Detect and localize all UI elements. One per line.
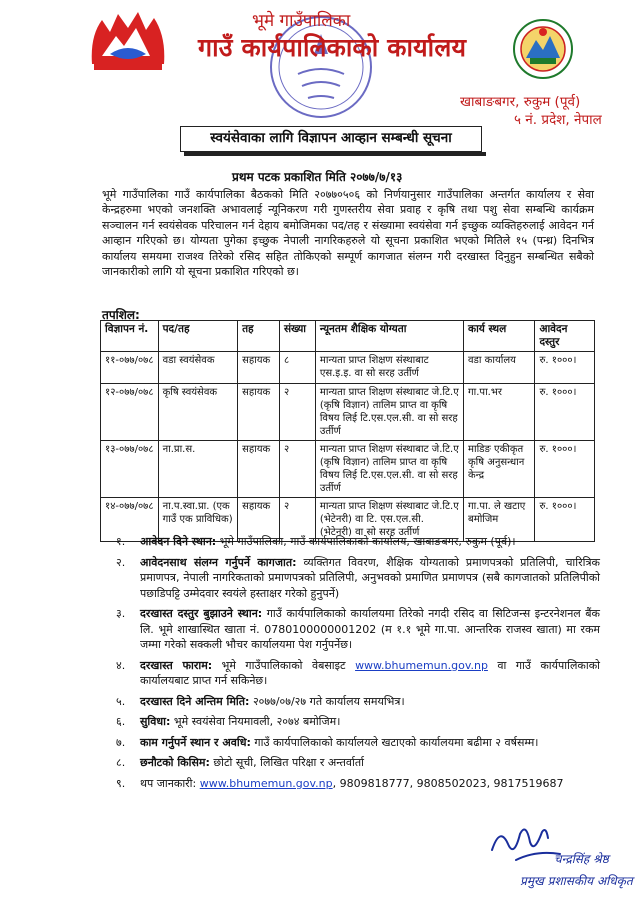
cell-workplace: माडिङ एकीकृत कृषि अनुसन्धान केन्द्र — [464, 441, 535, 498]
item-label: आवेदन दिने स्थान: — [140, 535, 217, 548]
col-header-post: पद/तह — [158, 321, 237, 352]
item-label: सुविधा: — [140, 715, 171, 728]
item-text: भूमे गाउँपालिका, गाउँ कार्यपालिकाको कार्यालय, खाबाङबगर, रुकुम (पूर्व)। — [219, 535, 516, 548]
cell-workplace: गा.पा. ले खटाए बमोजिम — [464, 498, 535, 542]
signatory-name: चन्द्रसिंह श्रेष्ठ — [554, 852, 609, 866]
cell-post: वडा स्वयंसेवक — [158, 352, 237, 384]
nepal-emblem-logo — [88, 6, 168, 74]
list-item — [102, 555, 600, 602]
cell-count: ८ — [279, 352, 315, 384]
cell-post: कृषि स्वयंसेवक — [158, 384, 237, 441]
cell-fee: रु. १०००। — [535, 352, 595, 384]
list-item — [102, 735, 600, 751]
col-header-fee: आवेदन दस्तुर — [535, 321, 595, 352]
cell-ad-number: १४-०७७/०७८ — [101, 498, 159, 542]
list-item — [102, 534, 600, 550]
cell-fee: रु. १०००। — [535, 384, 595, 441]
item-number: ६. — [116, 715, 126, 728]
list-item — [102, 694, 600, 710]
item-text: थप जानकारी: — [140, 776, 197, 790]
table-row — [101, 352, 595, 384]
table-row — [101, 441, 595, 498]
cell-ad-number: १३-०७७/०७८ — [101, 441, 159, 498]
item-text: २०७७/०७/२७ गते कार्यालय समयभित्र। — [252, 694, 405, 708]
item-text: वा गाउँ कार्यपालिकाको कार्यालयबाट प्राप्त गर्न सकिनेछ। — [140, 658, 601, 687]
cell-post: ना.प्रा.स. — [158, 441, 237, 498]
col-header-count: संख्या — [279, 321, 315, 352]
item-number: ८. — [116, 756, 126, 769]
office-address-line2: ५ नं. प्रदेश, नेपाल — [514, 112, 602, 128]
col-header-workplace: कार्य स्थल — [464, 321, 535, 352]
item-number: ७. — [116, 735, 126, 749]
notice-items — [102, 534, 600, 796]
cell-post: ना.प.स्वा.प्रा. (एक गाउँ एक प्राविधिक) — [158, 498, 237, 542]
item-text: गाउँ कार्यपालिकाको कार्यालयमा तिरेको नगदी रसिद वा सिटिजन्स इन्टरनेशनल बैंक लि. भूमे शाखास्थित खाता नं. 0780100000001202 (म १.१ भूमे गा.पा. आन्तरिक राजस्व खाता) मा रकम जम्मा गरेको सक्कली भौचर कार्यालयमा पेश गर्नुपर्नेछ। — [140, 607, 601, 651]
list-item — [102, 606, 600, 653]
notice-body: भूमे गाउँपालिका गाउँ कार्यपालिका बैठकको मिति २०७७०५०६ को निर्णयानुसार गाउँपालिका अन्तर्गत कार्यालय र सेवा केन्द्रहरुमा भएको जनशक्ति अभावलाई न्यूनिकरण गरी गुणस्तरीय सेवा प्रवाह र कृषि तथा पशु सेवा सम्बन्धि कार्यक्रम सञ्चालन गर्न स्वयंसेवक परिचालन गर्न देहाय बमोजिमका पद/तह र संख्यामा स्वयंसेवा गर्न इच्छुक व्यक्तिहरुलाई आवेदन गर्न आव्हान गरिएको छ। योग्यता पुगेका इच्छुक नेपाली नागरिकहरुले यो सूचना प्रकाशित भएको मितिले १५ (पन्ध्र) दिनभित्र कार्यालय समयमा राजश्व तिरेको रसिद सहित तोकिएको सम्पूर्ण कागजात संलग्न गरी दरखास्त दिनुहुन सम्बन्धित सबैको जानकारीको लागि यो सूचना प्रकाशित गरिएको छ। — [102, 188, 594, 279]
list-item — [102, 658, 600, 689]
item-label: दरखास्त दस्तुर बुझाउने स्थान: — [140, 607, 263, 620]
cell-count: २ — [279, 441, 315, 498]
col-header-qualification: न्यूनतम शैक्षिक योग्यता — [315, 321, 463, 352]
municipality-name: भूमे गाउँपालिका — [252, 11, 351, 31]
list-item — [102, 755, 600, 771]
cell-fee: रु. १०००। — [535, 441, 595, 498]
cell-qualification: मान्यता प्राप्त शिक्षण संस्थाबाट जे.टि.ए (कृषि विज्ञान) तालिम प्राप्त वा कृषि विषय लिई टि.एस.एल.सी. वा सो सरह उर्तीर्ण — [315, 384, 463, 441]
col-header-level: तह — [238, 321, 280, 352]
item-number: १. — [116, 535, 126, 548]
cell-qualification: मान्यता प्राप्त शिक्षण संस्थाबाट जे.टि.ए (भेटेनरी) वा टि. एस.एल.सी. (भेटेनरी) वा सो सरह उर्तीर्ण — [315, 498, 463, 542]
website-link[interactable]: www.bhumemun.gov.np — [199, 776, 333, 790]
cell-count: २ — [279, 498, 315, 542]
notice-title: स्वयंसेवाका लागि विज्ञापन आव्हान सम्बन्धी सूचना — [180, 126, 482, 152]
cell-count: २ — [279, 384, 315, 441]
municipality-logo — [512, 18, 574, 80]
table-header-row — [101, 321, 595, 352]
item-text: भूमे स्वयंसेवा नियमावली, २०७४ बमोजिम। — [173, 715, 341, 728]
item-text: छोटो सूची, लिखित परिक्षा र अन्तर्वार्ता — [213, 756, 365, 769]
cell-ad-number: १२-०७७/०७८ — [101, 384, 159, 441]
item-label: दरखास्त दिने अन्तिम मिति: — [140, 694, 250, 708]
table-row — [101, 384, 595, 441]
item-number: २. — [116, 555, 126, 569]
col-header-ad-number: विज्ञापन नं. — [101, 321, 159, 352]
publication-date: प्रथम पटक प्रकाशित मिति २०७७/७/१३ — [232, 170, 403, 184]
list-item — [102, 714, 600, 730]
item-label: दरखास्त फाराम: — [140, 658, 213, 672]
item-text: भूमे गाउँपालिकाको वेबसाइट — [221, 658, 346, 672]
cell-qualification: मान्यता प्राप्त शिक्षण संस्थाबाट जे.टि.ए (कृषि विज्ञान) तालिम प्राप्त वा कृषि विषय लिई टि.एस.एल.सी. वा सो सरह उर्तीर्ण — [315, 441, 463, 498]
cell-ad-number: ११-०७७/०७८ — [101, 352, 159, 384]
cell-workplace: गा.पा.भर — [464, 384, 535, 441]
website-link[interactable]: www.bhumemun.gov.np — [355, 658, 488, 672]
signatory-title: प्रमुख प्रशासकीय अधिकृत — [520, 874, 633, 888]
cell-qualification: मान्यता प्राप्त शिक्षण संस्थाबाट एस.इ.इ. वा सो सरह उर्तीर्ण — [315, 352, 463, 384]
cell-level: सहायक — [238, 498, 280, 542]
cell-workplace: वडा कार्यालय — [464, 352, 535, 384]
item-label: आवेदनसाथ संलग्न गर्नुपर्ने कागजात: — [140, 555, 297, 569]
item-label: काम गर्नुपर्ने स्थान र अवधि: — [140, 735, 251, 749]
item-number: ९. — [116, 776, 126, 790]
list-item — [102, 776, 600, 792]
item-label: छनौटको किसिम: — [140, 756, 210, 769]
office-name: गाउँ कार्यपालिकाको कार्यालय — [198, 33, 467, 62]
vacancy-table — [100, 320, 595, 542]
item-text: गाउँ कार्यपालिकाको कार्यालयले खटाएको कार्यालयमा बढीमा २ वर्षसम्म। — [254, 735, 539, 749]
item-number: ४. — [116, 658, 126, 672]
item-text: व्यक्तिगत विवरण, शैक्षिक योग्यताको प्रमाणपत्रको प्रतिलिपी, चारित्रिक प्रमाणपत्र, नेपाली नागरिकताको प्रमाणपत्रको प्रतिलिपी, अनुभवको प्रमाणित प्रमाणपत्र (सबै कागजातको प्रतिलिपीको पछाडिपट्टि उम्मेदवार स्वयंले हस्ताक्षर गरेको हुनुपर्ने) — [140, 555, 600, 600]
cell-fee: रु. १०००। — [535, 498, 595, 542]
cell-level: सहायक — [238, 384, 280, 441]
item-number: ५. — [116, 694, 126, 708]
cell-level: सहायक — [238, 352, 280, 384]
schedule-label: तपशिल: — [102, 308, 140, 322]
office-address-line1: खाबाङबगर, रुकुम (पूर्व) — [460, 94, 581, 110]
cell-level: सहायक — [238, 441, 280, 498]
contact-numbers: , 9809818777, 9808502023, 9817519687 — [332, 776, 564, 790]
item-number: ३. — [116, 607, 126, 620]
